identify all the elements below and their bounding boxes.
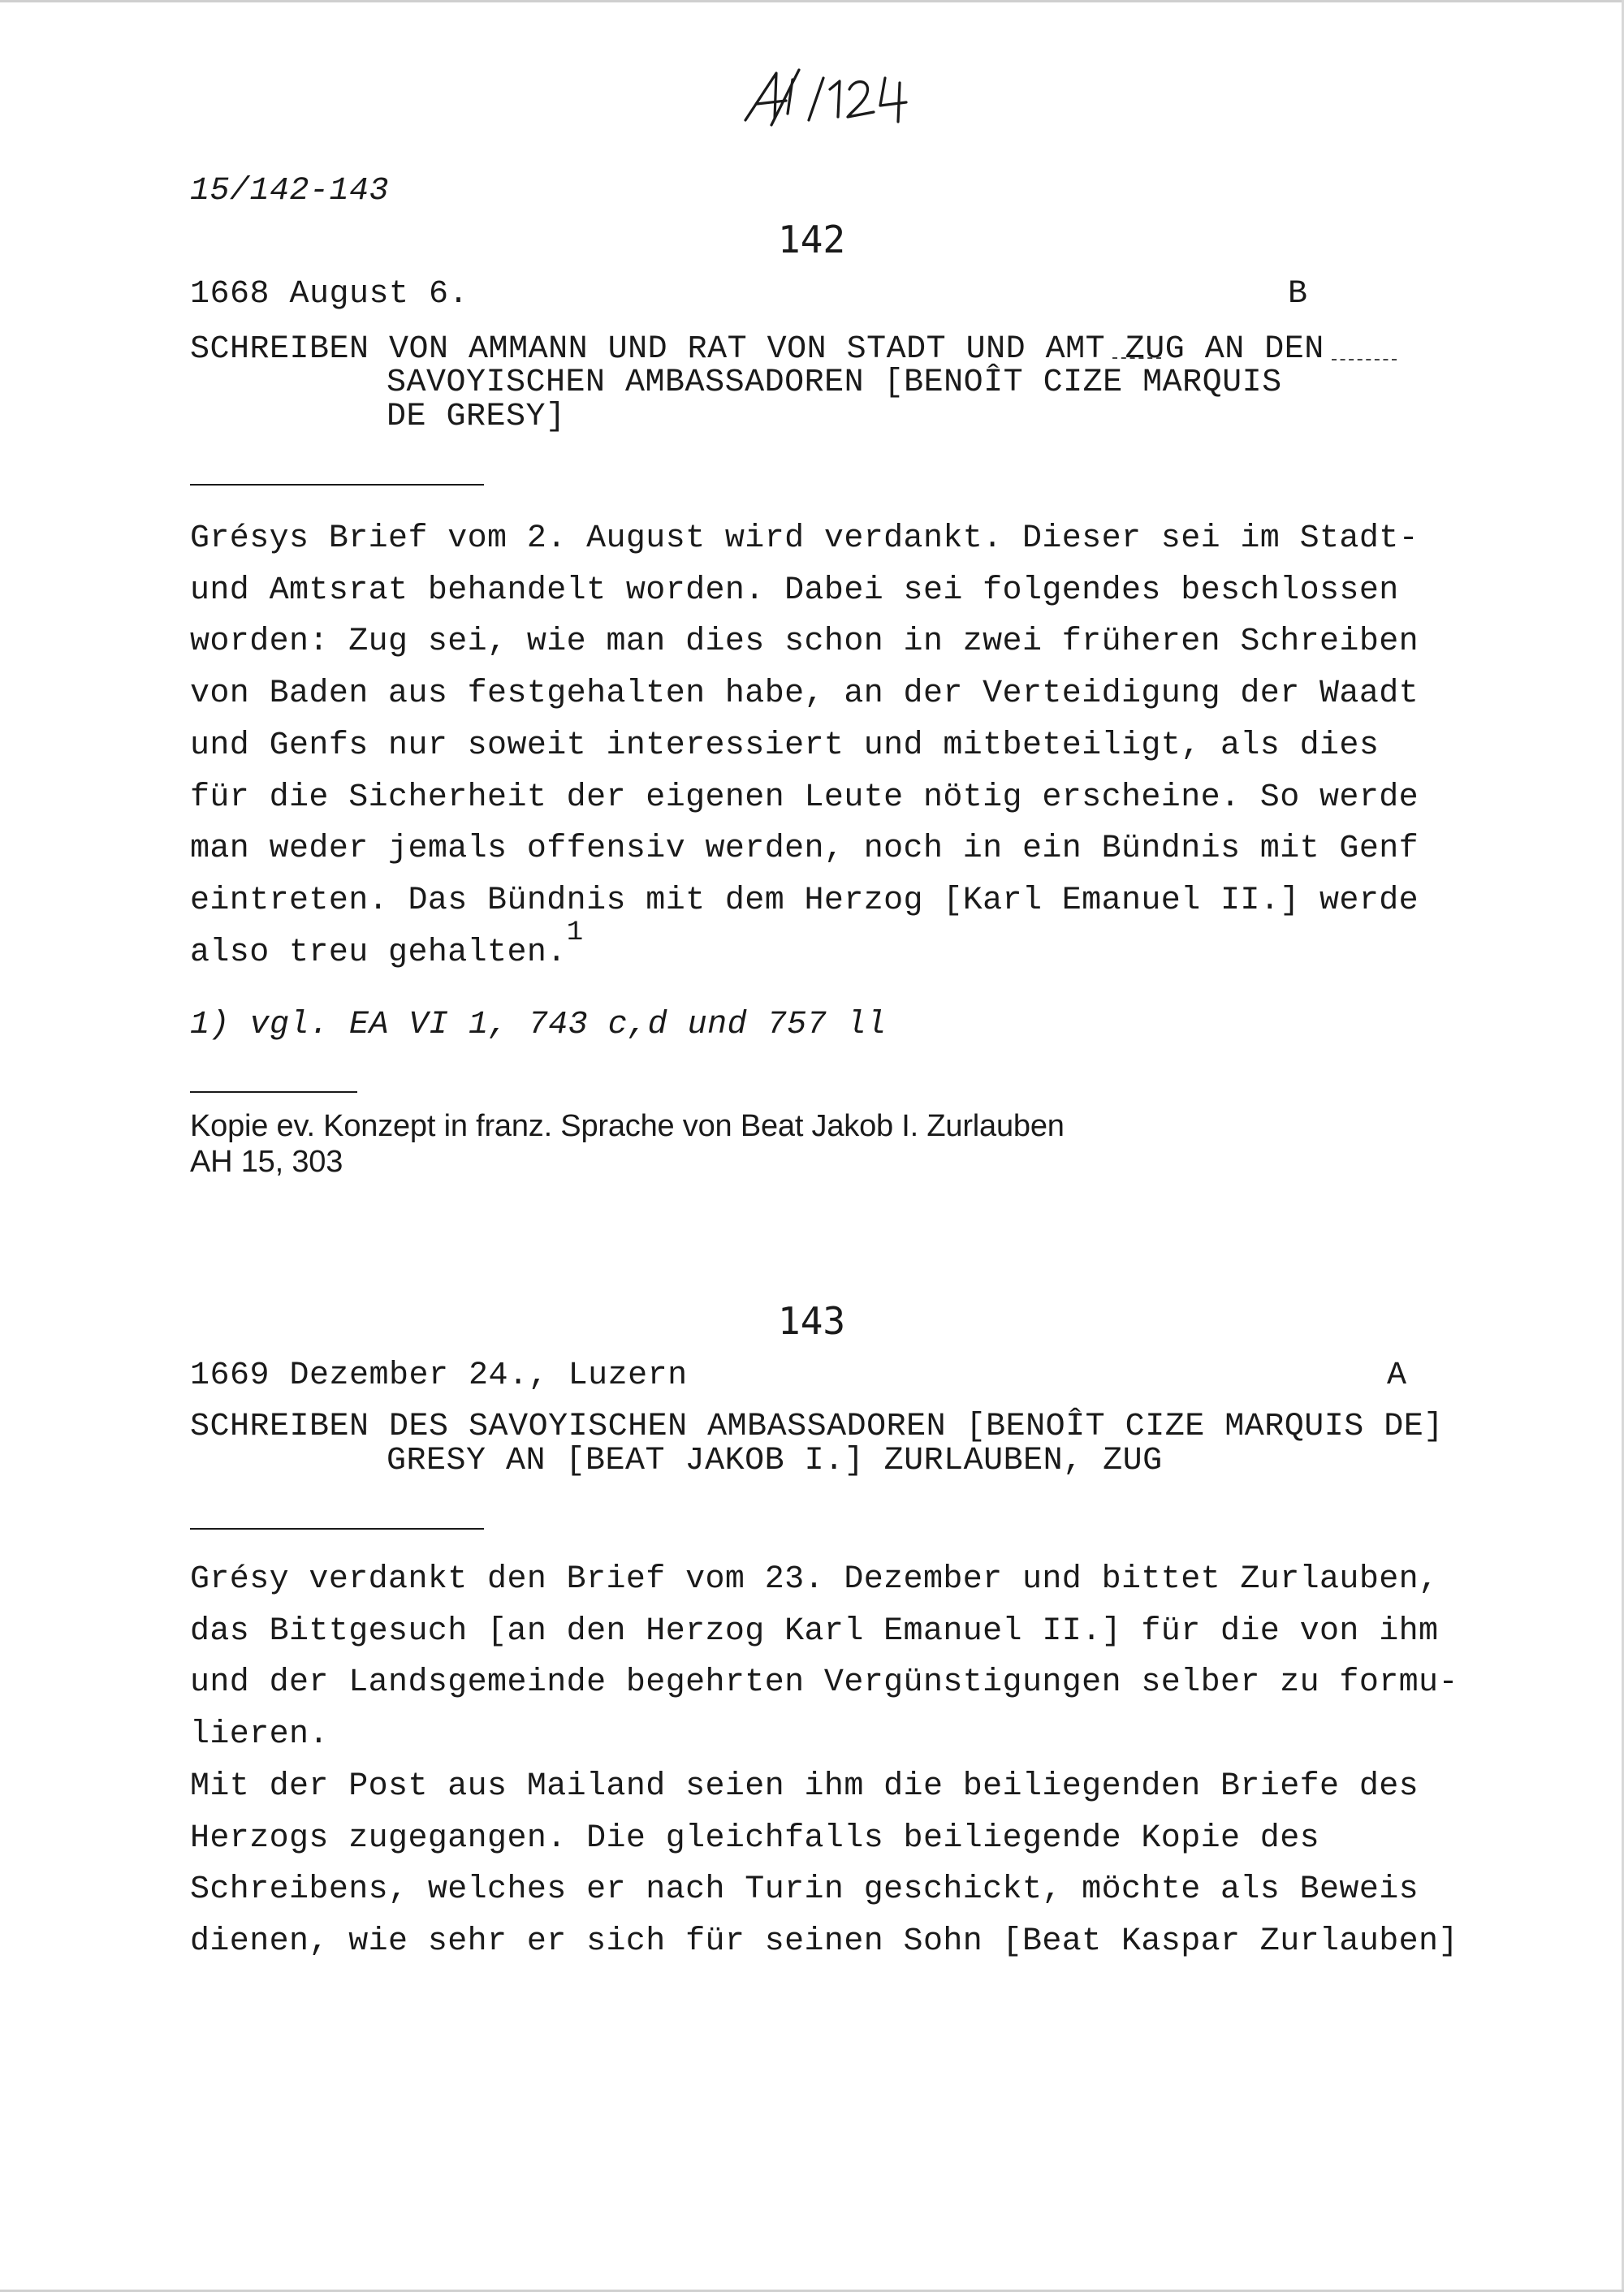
entry-heading-line: GRESY AN [BEAT JAKOB I.] ZURLAUBEN, ZUG xyxy=(387,1443,1163,1479)
entry-number: 143 xyxy=(778,1299,846,1343)
summary-line: von Baden aus festgehalten habe, an der Verteidigung der Waadt xyxy=(190,676,1419,713)
section-divider xyxy=(190,484,484,486)
summary-line: worden: Zug sei, wie man dies schon in zwei früheren Schreiben xyxy=(190,624,1419,661)
footnote-divider xyxy=(190,1091,357,1093)
summary-line: dienen, wie sehr er sich für seinen Sohn [Beat Kaspar Zurlauben] xyxy=(190,1923,1458,1960)
source-line: AH 15, 303 xyxy=(190,1145,343,1179)
summary-line: also treu gehalten. xyxy=(190,934,567,971)
summary-line: und der Landsgemeinde begehrten Vergünstigungen selber zu formu- xyxy=(190,1664,1458,1702)
handwritten-archive-stamp xyxy=(739,63,918,128)
footnote-marker: 1 xyxy=(566,917,584,948)
entry-heading-line: DE GRESY] xyxy=(387,399,566,435)
summary-line: das Bittgesuch [an den Herzog Karl Emanuel II.] für die von ihm xyxy=(190,1612,1439,1650)
entry-number: 142 xyxy=(778,218,846,261)
entry-date: 1668 August 6. xyxy=(190,276,469,313)
summary-line-last xyxy=(190,917,1419,981)
summary-line: Grésys Brief vom 2. August wird verdankt. Dieser sei im Stadt- xyxy=(190,520,1419,557)
summary-line: für die Sicherheit der eigenen Leute nötig erscheine. So werde xyxy=(190,779,1419,816)
summary-line: Herzogs zugegangen. Die gleichfalls beiliegende Kopie des xyxy=(190,1819,1320,1857)
entry-heading-line: SAVOYISCHEN AMBASSADOREN [BENOÎT CIZE MARQUIS xyxy=(387,365,1282,401)
entry-summary xyxy=(190,1554,1458,1968)
summary-line: Schreibens, welches er nach Turin geschickt, möchte als Beweis xyxy=(190,1871,1419,1909)
source-line: Kopie ev. Konzept in franz. Sprache von Beat Jakob I. Zurlauben xyxy=(190,1109,1065,1143)
entry-heading-line: SCHREIBEN VON AMMANN UND RAT VON STADT UND AMT ZUG AN DEN xyxy=(190,331,1324,368)
archive-reference: 15/142-143 xyxy=(190,173,390,209)
summary-line: Grésy verdankt den Brief vom 23. Dezember und bittet Zurlauben, xyxy=(190,1561,1439,1598)
entry-summary xyxy=(190,513,1419,980)
entry-heading-line: SCHREIBEN DES SAVOYISCHEN AMBASSADOREN [BENOÎT CIZE MARQUIS DE] xyxy=(190,1409,1444,1445)
pencil-underline xyxy=(1332,359,1397,360)
summary-line: Mit der Post aus Mailand seien ihm die beiliegenden Briefe des xyxy=(190,1768,1419,1805)
summary-line: und Amtsrat behandelt worden. Dabei sei folgendes beschlossen xyxy=(190,572,1399,609)
footnote-text: 1) vgl. EA VI 1, 743 c,d und 757 ll xyxy=(190,1007,887,1043)
document-type-letter: B xyxy=(1288,276,1308,313)
pencil-underline xyxy=(1112,357,1161,359)
scan-top-edge xyxy=(0,0,1624,2)
entry-date: 1669 Dezember 24., Luzern xyxy=(190,1358,688,1394)
section-divider xyxy=(190,1528,484,1530)
summary-line: eintreten. Das Bündnis mit dem Herzog [Karl Emanuel II.] werde xyxy=(190,882,1419,919)
summary-line: man weder jemals offensiv werden, noch in ein Bündnis mit Genf xyxy=(190,831,1419,868)
summary-line: und Genfs nur soweit interessiert und mitbeteiligt, als dies xyxy=(190,727,1380,764)
document-type-letter: A xyxy=(1387,1358,1407,1394)
summary-line: lieren. xyxy=(190,1716,329,1754)
